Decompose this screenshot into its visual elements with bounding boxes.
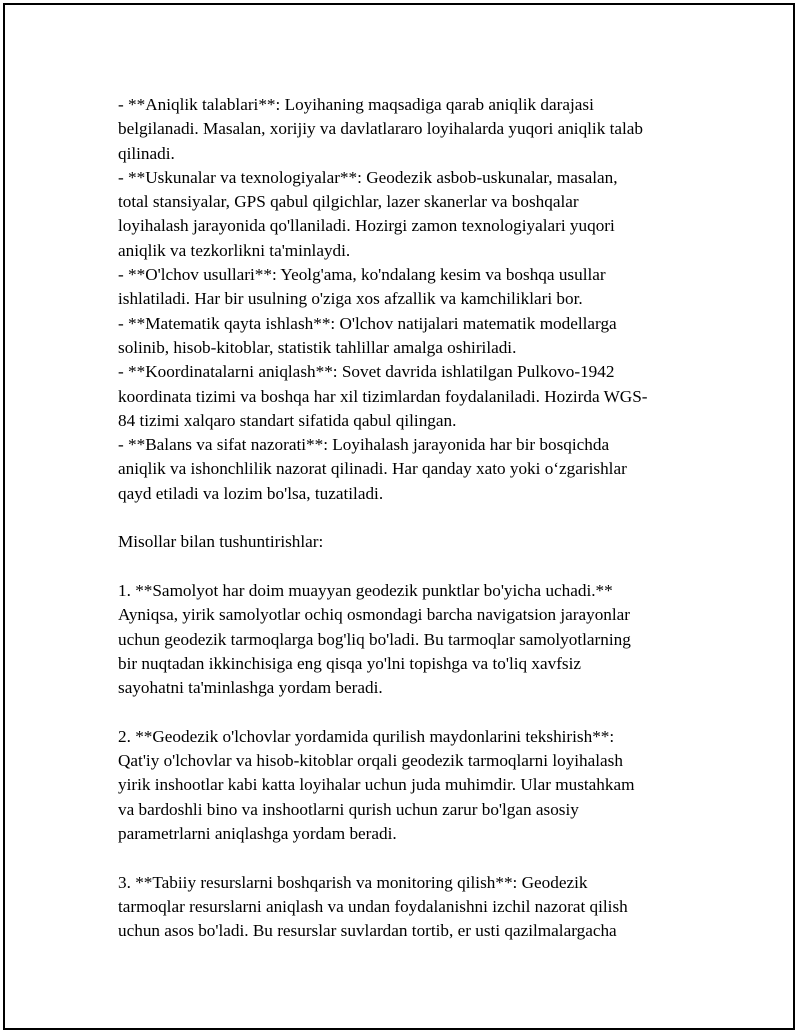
text-line: 2. **Geodezik o'lchovlar yordamida qurilish maydonlarini tekshirish**: <box>118 726 615 746</box>
text-line: ishlatiladi. Har bir usulning o'ziga xos afzallik va kamchiliklari bor. <box>118 289 583 309</box>
paragraph-gap <box>118 846 693 870</box>
text-line: Misollar bilan tushuntirishlar: <box>118 532 324 552</box>
text-line: belgilanadi. Masalan, xorijiy va davlatlararo loyihalarda yuqori aniqlik talab <box>118 119 643 139</box>
text-line: bir nuqtadan ikkinchisiga eng qisqa yo'lni topishga va to'liq xavfsiz <box>118 653 582 673</box>
paragraph-gap <box>118 506 693 530</box>
text-line: - **Koordinatalarni aniqlash**: Sovet davrida ishlatilgan Pulkovo-1942 <box>118 362 615 382</box>
text-line: 1. **Samolyot har doim muayyan geodezik punktlar bo'yicha uchadi.** <box>118 580 613 600</box>
text-line: Ayniqsa, yirik samolyotlar ochiq osmondagi barcha navigatsion jarayonlar <box>118 605 631 625</box>
text-line: koordinata tizimi va boshqa har xil tizimlardan foydalaniladi. Hozirda WGS- <box>118 386 648 406</box>
text-line: qilinadi. <box>118 143 175 163</box>
text-line: 3. **Tabiiy resurslarni boshqarish va monitoring qilish**: Geodezik <box>118 872 588 892</box>
text-line: sayohatni ta'minlashga yordam beradi. <box>118 678 383 698</box>
paragraph-gap <box>118 555 693 579</box>
text-line: - **O'lchov usullari**: Yeolg'ama, ko'ndalang kesim va boshqa usullar <box>118 265 606 285</box>
text-line: uchun geodezik tarmoqlarga bog'liq bo'ladi. Bu tarmoqlar samolyotlarning <box>118 629 631 649</box>
document-body <box>118 93 693 943</box>
text-line: aniqlik va tezkorlikni ta'minlaydi. <box>118 240 351 260</box>
text-line: loyihalash jarayonida qo'llaniladi. Hozirgi zamon texnologiyalari yuqori <box>118 216 615 236</box>
text-line: - **Balans va sifat nazorati**: Loyihalash jarayonida har bir bosqichda <box>118 435 610 455</box>
text-line: Qat'iy o'lchovlar va hisob-kitoblar orqali geodezik tarmoqlarni loyihalash <box>118 751 623 771</box>
text-line: aniqlik va ishonchlilik nazorat qilinadi. Har qanday xato yoki o‘zgarishlar <box>118 459 627 479</box>
text-line: va bardoshli bino va inshootlarni qurish uchun zarur bo'lgan asosiy <box>118 799 579 819</box>
text-line: solinib, hisob-kitoblar, statistik tahlillar amalga oshiriladi. <box>118 337 517 357</box>
text-line: total stansiyalar, GPS qabul qilgichlar, lazer skanerlar va boshqalar <box>118 192 579 212</box>
paragraph-gap <box>118 700 693 724</box>
text-line: - **Aniqlik talablari**: Loyihaning maqsadiga qarab aniqlik darajasi <box>118 95 594 114</box>
text-line: 84 tizimi xalqaro standart sifatida qabul qilingan. <box>118 410 457 430</box>
text-line: qayd etiladi va lozim bo'lsa, tuzatiladi. <box>118 483 384 503</box>
text-line: uchun asos bo'ladi. Bu resurslar suvlardan tortib, er usti qazilmalargacha <box>118 921 617 941</box>
text-line: tarmoqlar resurslarni aniqlash va undan foydalanishni izchil nazorat qilish <box>118 896 628 916</box>
text-line: - **Matematik qayta ishlash**: O'lchov natijalari matematik modellarga <box>118 313 617 333</box>
text-line: parametrlarni aniqlashga yordam beradi. <box>118 823 397 843</box>
text-line: - **Uskunalar va texnologiyalar**: Geodezik asbob-uskunalar, masalan, <box>118 167 618 187</box>
text-line: yirik inshootlar kabi katta loyihalar uchun juda muhimdir. Ular mustahkam <box>118 775 635 795</box>
